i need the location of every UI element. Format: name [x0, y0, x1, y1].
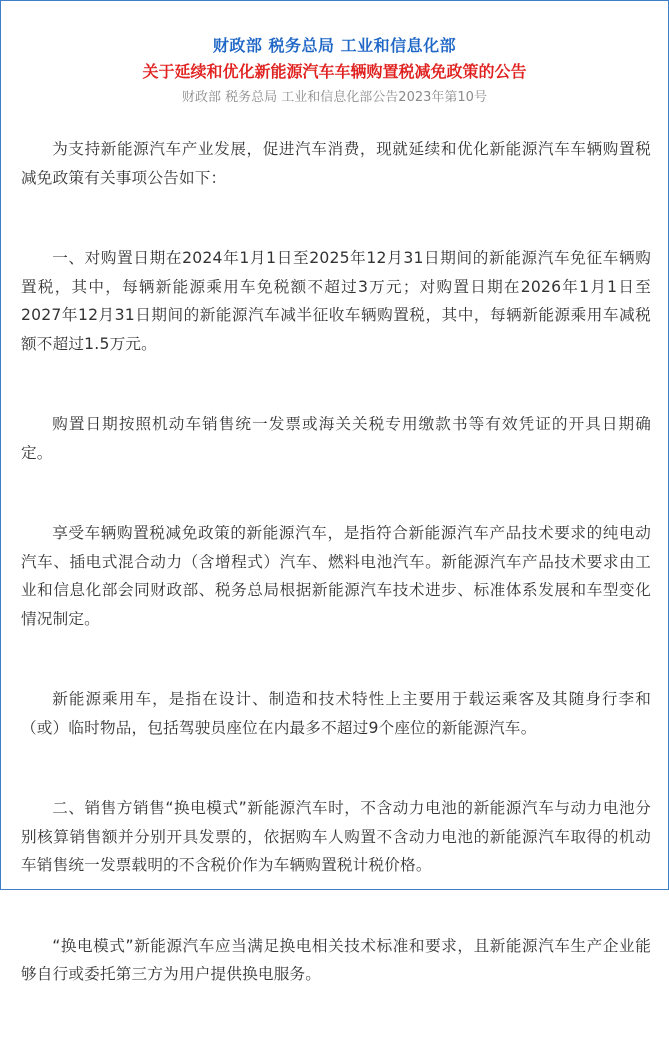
- paragraph-article-1: 一、对购置日期在2024年1月1日至2025年12月31日期间的新能源汽车免征车辆购置税，其中，每辆新能源乘用车免税额不超过3万元；对购置日期在2026年1月1日至2027年12月31日期间的新能源汽车减半征收车辆购置税，其中，每辆新能源乘用车减税额不超过1.5万元。: [21, 249, 651, 353]
- announcement-body: [21, 135, 651, 1041]
- paragraph-intro: 为支持新能源汽车产业发展，促进汽车消费，现就延续和优化新能源汽车车辆购置税减免政策有关事项公告如下：: [21, 140, 651, 187]
- paragraph-battery-swap: “换电模式”新能源汽车应当满足换电相关技术标准和要求，且新能源汽车生产企业能够自行或委托第三方为用户提供换电服务。: [21, 936, 651, 983]
- document-number: 财政部 税务总局 工业和信息化部公告2023年第10号: [182, 90, 487, 105]
- announcement-title: 关于延续和优化新能源汽车车辆购置税减免政策的公告: [142, 62, 527, 81]
- paragraph-article-2: 二、销售方销售“换电模式”新能源汽车时，不含动力电池的新能源汽车与动力电池分别核算销售额并分别开具发票的，依据购车人购置不含动力电池的新能源汽车取得的机动车销售统一发票载明的不含税价作为车辆购置税计税价格。: [21, 799, 651, 874]
- paragraph-purchase-date: 购置日期按照机动车销售统一发票或海关关税专用缴款书等有效凭证的开具日期确定。: [21, 415, 651, 462]
- issuing-authorities: 财政部 税务总局 工业和信息化部: [212, 36, 457, 55]
- paragraph-nev-definition: 享受车辆购置税减免政策的新能源汽车，是指符合新能源汽车产品技术要求的纯电动汽车、插电式混合动力（含增程式）汽车、燃料电池汽车。新能源汽车产品技术要求由工业和信息化部会同财政部、税务总局根据新能源汽车技术进步、标准体系发展和车型变化情况制定。: [21, 524, 651, 628]
- announcement-header: [1, 1, 668, 108]
- paragraph-passenger-car-definition: 新能源乘用车，是指在设计、制造和技术特性上主要用于载运乘客及其随身行李和（或）临时物品，包括驾驶员座位在内最多不超过9个座位的新能源汽车。: [21, 690, 651, 737]
